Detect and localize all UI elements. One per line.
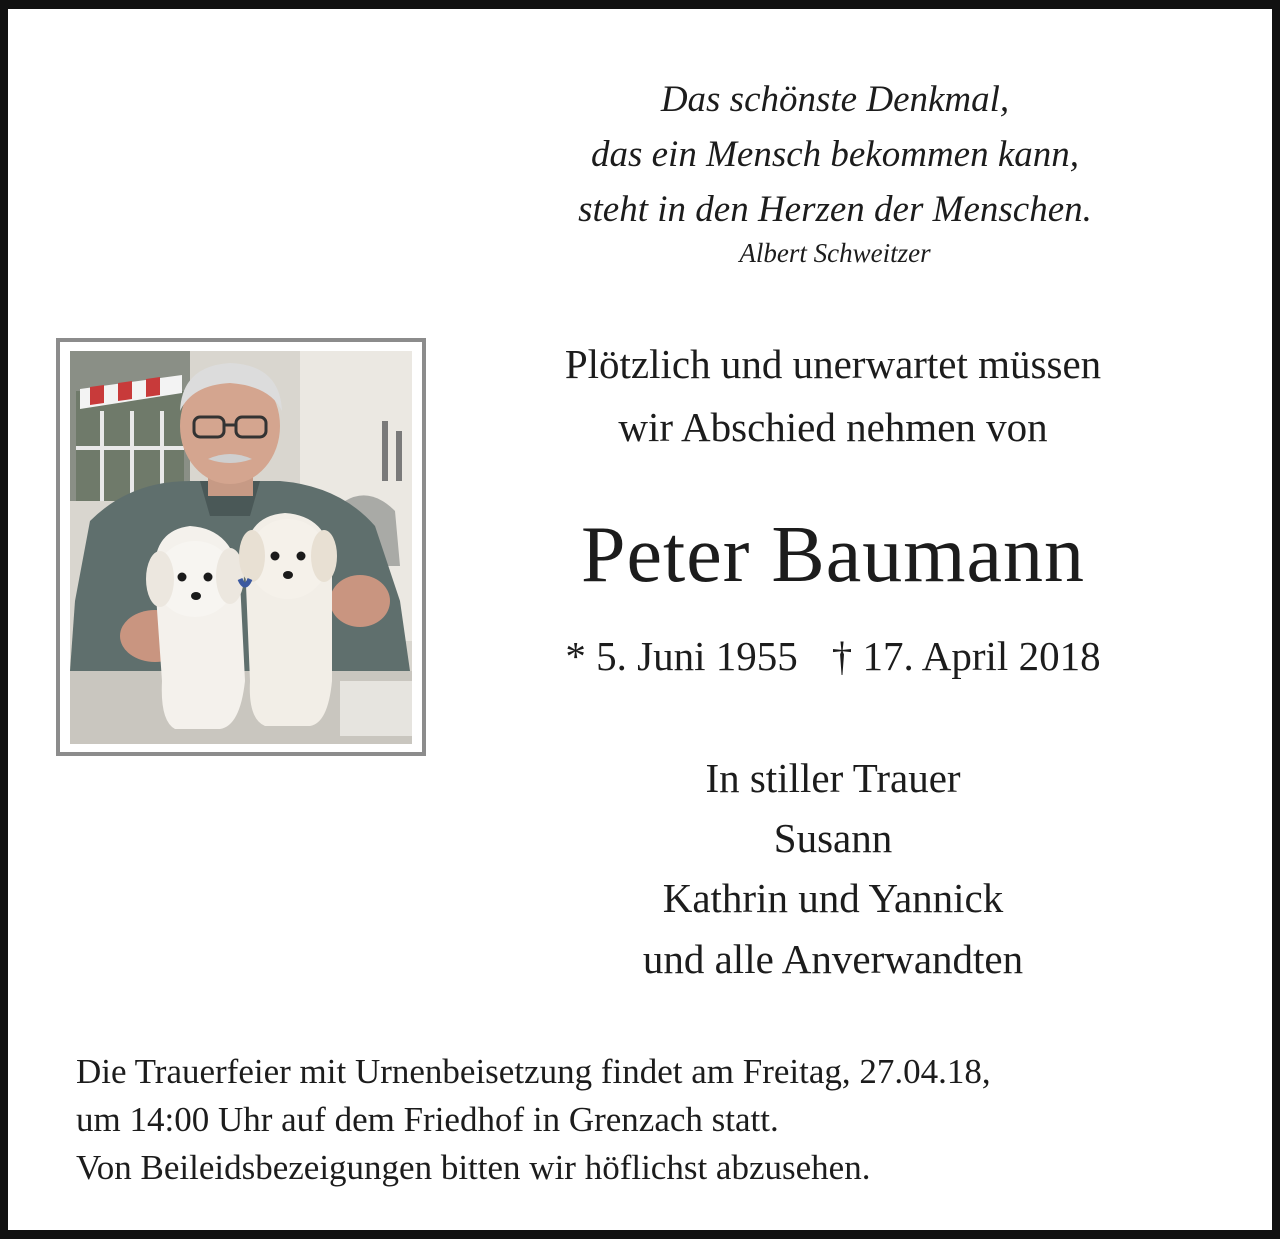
footer-line-1: Die Trauerfeier mit Urnenbeisetzung findet am Freitag, 27.04.18,: [76, 1052, 991, 1091]
intro-line-2: wir Abschied nehmen von: [618, 404, 1048, 450]
life-dates: [480, 632, 1186, 680]
birth-date: * 5. Juni 1955: [565, 633, 798, 679]
portrait-photo: [70, 351, 412, 744]
mourners-line-4: und alle Anverwandten: [642, 936, 1024, 982]
footer-line-3: Von Beileidsbezeigungen bitten wir höflichst abzusehen.: [76, 1148, 871, 1187]
intro-line-1: Plötzlich und unerwartet müssen: [564, 341, 1102, 387]
death-date: † 17. April 2018: [831, 633, 1101, 679]
quote-author: Albert Schweitzer: [739, 238, 931, 268]
quote-line-3: steht in den Herzen der Menschen.: [578, 189, 1092, 230]
quote-line-1: Das schönste Denkmal,: [660, 79, 1010, 120]
portrait-photo-frame: [56, 338, 426, 756]
mourners-line-1: In stiller Trauer: [705, 755, 961, 801]
quote-line-2: das ein Mensch bekommen kann,: [590, 134, 1080, 175]
footer-line-2: um 14:00 Uhr auf dem Friedhof in Grenzach statt.: [76, 1100, 779, 1139]
mourners-line-3: Kathrin und Yannick: [662, 875, 1004, 921]
deceased-name: Peter Baumann: [581, 511, 1085, 599]
mourners-line-2: Susann: [773, 815, 893, 861]
